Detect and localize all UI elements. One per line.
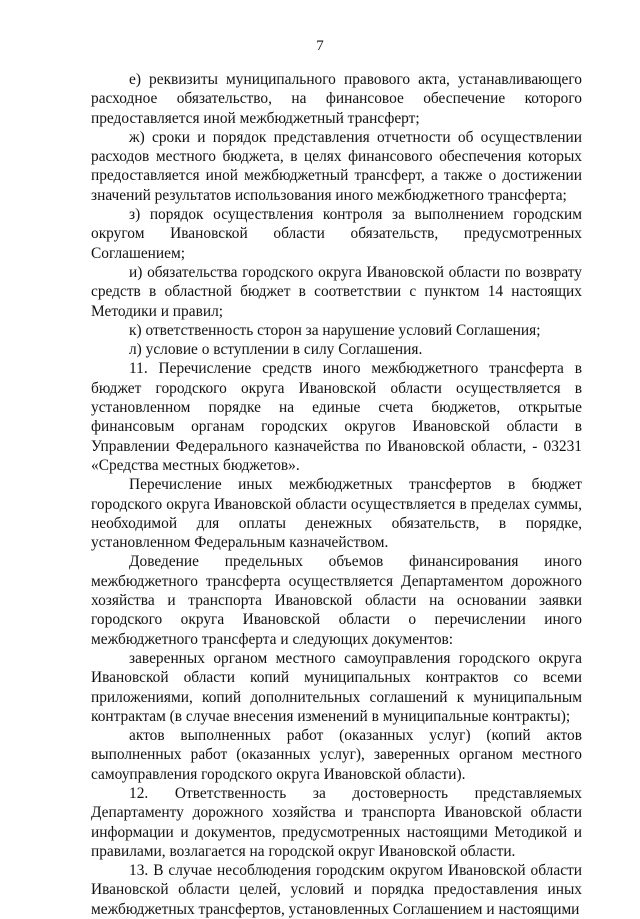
paragraph-financing-volumes: Доведение предельных объемов финансирования иного межбюджетного трансферта осуществляется Департаментом дорожного хозяйства и транспорта Ивановской области на основании заявки городского округа Ивановской области о перечислении иного межбюджетного трансферта и следующих документов: [91,553,582,648]
paragraph-item-z: з) порядок осуществления контроля за выполнением городским округом Ивановской области обязательств, предусмотренных Соглашением; [91,206,582,262]
paragraph-transfer-limits: Перечисление иных межбюджетных трансфертов в бюджет городского округа Ивановской области осуществляется в пределах суммы, необходимой для оплаты денежных обязательств, в порядке, установленном Федеральным казначейством. [91,476,582,552]
page-number: 7 [316,38,324,54]
paragraph-item-zh: ж) сроки и порядок представления отчетности об осуществлении расходов местного бюджета, в целях финансового обеспечения которых предоставляется иной межбюджетный трансферт, а также о достижении значений результатов использования иного межбюджетного трансферта; [91,128,582,204]
paragraph-item-i: и) обязательства городского округа Ивановской области по возврату средств в областной бюджет в соответствии с пунктом 14 настоящих Методики и правил; [91,263,582,320]
paragraph-section-12: 12. Ответственность за достоверность представляемых Департаменту дорожного хозяйства и транспорта Ивановской области информации и документов, предусмотренных настоящими Методикой и правилами, возлагается на городской округ Ивановской области. [91,784,582,860]
paragraph-item-e: е) реквизиты муниципального правового акта, устанавливающего расходное обязательство, на финансовое обеспечение которого предоставляется иной межбюджетный трансферт; [91,71,582,127]
paragraph-contract-copies: заверенных органом местного самоуправления городского округа Ивановской области копий муниципальных контрактов со всеми приложениями, копий дополнительных соглашений к муниципальным контрактам (в случае внесения изменений в муниципальные контракты); [91,649,582,725]
paragraph-section-11: 11. Перечисление средств иного межбюджетного трансферта в бюджет городского округа Ивановской области осуществляется в установленном порядке на единые счета бюджетов, открытые финансовым органам городских округов Ивановской области в Управлении Федерального казначейства по Ивановской области, - 03231 «Средства местных бюджетов». [91,360,582,474]
paragraph-item-k: к) ответственность сторон за нарушение условий Соглашения; [129,321,541,339]
paragraph-section-13: 13. В случае несоблюдения городским округом Ивановской области Ивановской области целей, условий и порядка предоставления иных межбюджетных трансфертов, установленных Соглашением и настоящими [91,862,582,918]
paragraph-item-l: л) условие о вступлении в силу Соглашения. [129,341,423,359]
document-body [91,70,582,919]
paragraph-work-acts: актов выполненных работ (оказанных услуг) (копий актов выполненных работ (оказанных услуг), заверенных органом местного самоуправления городского округа Ивановской области). [91,727,582,783]
